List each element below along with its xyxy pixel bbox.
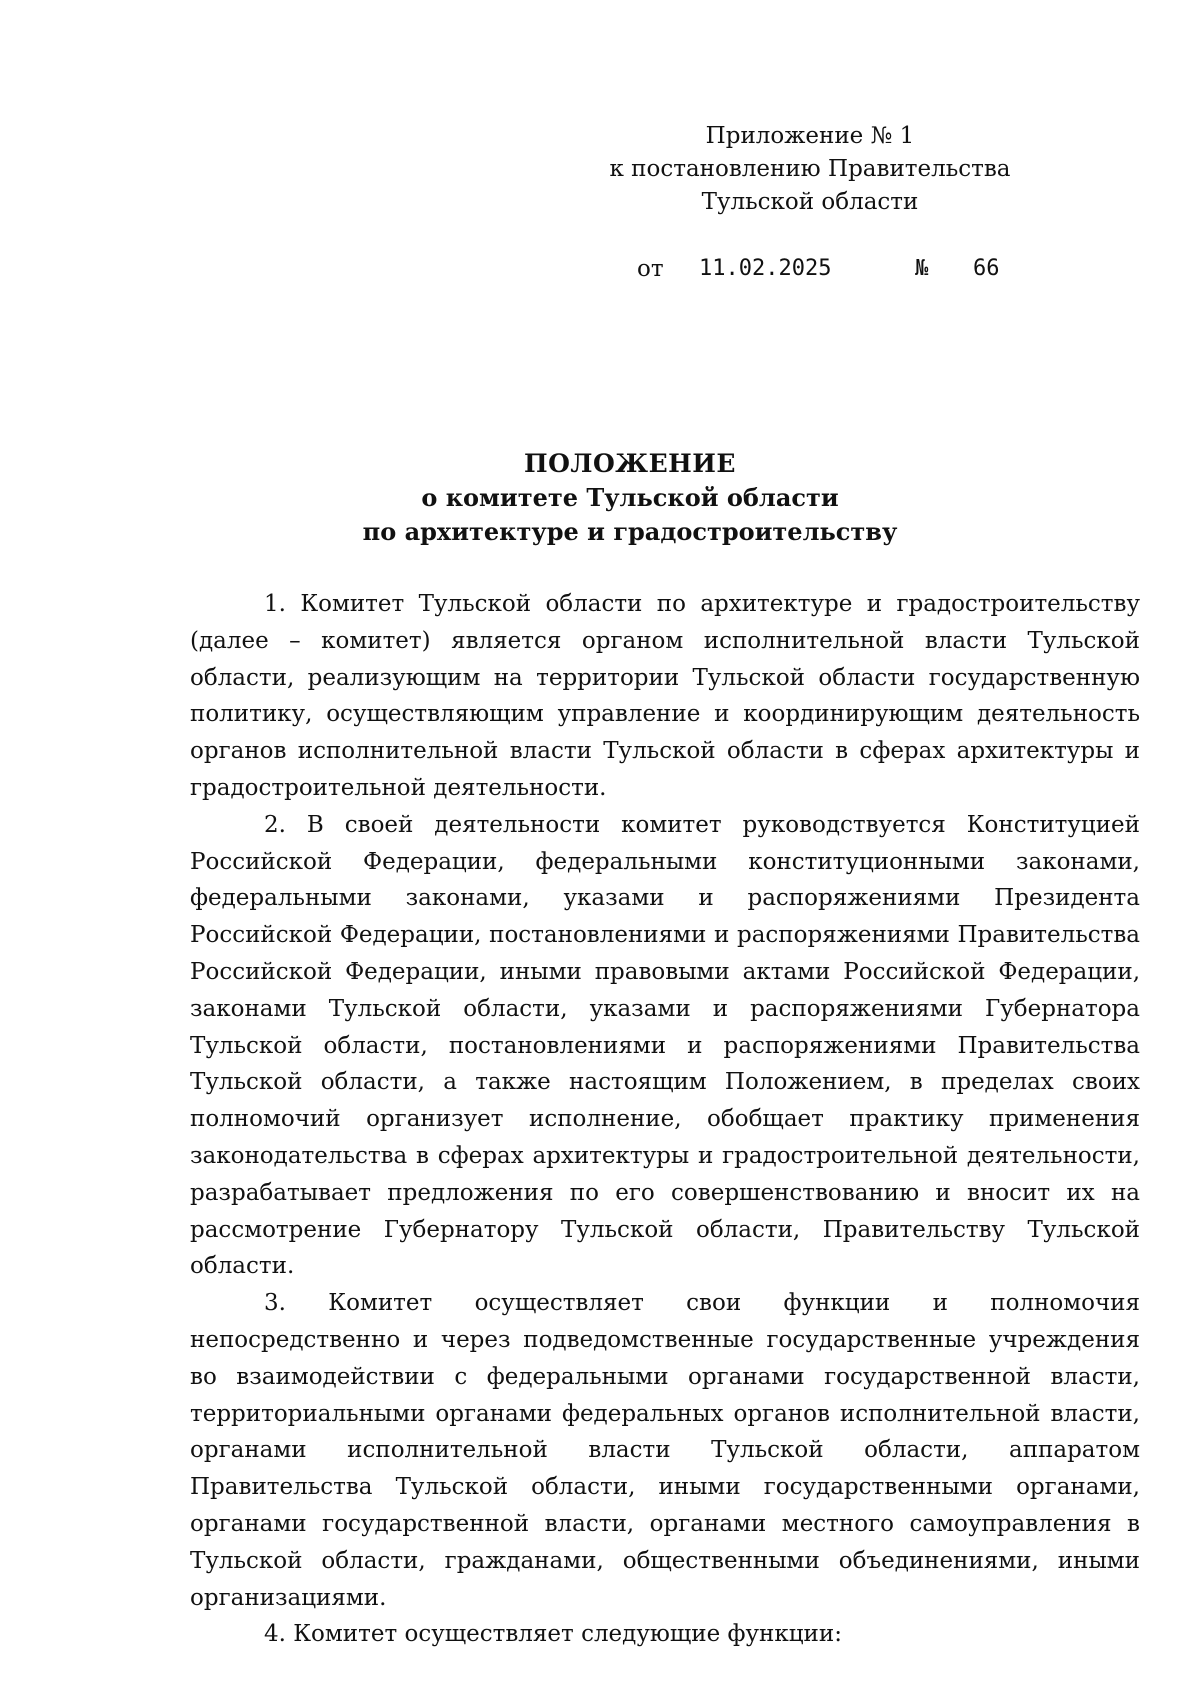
appendix-region: Тульской области [701,189,919,215]
title-line-3: по архитектуре и градостроительству [362,517,898,546]
paragraph-3: 3. Комитет осуществляет свои функции и полномочия непосредственно и через подведомственные государственные учреждения во взаимодействии с федеральными органами государственной власти, территориальными органами федеральных органов исполнительной власти, органами исполнительной власти Тульской области, аппаратом Правительства Тульской области, иными государственными органами, органами государственной власти, органами местного самоуправления в Тульской области, гражданами, общественными объединениями, иными организациями. [190,1290,1140,1611]
paragraph-2: 2. В своей деятельности комитет руководствуется Конституцией Российской Федерации, федеральными конституционными законами, федеральными законами, указами и распоряжениями Президента Российской Федерации, постановлениями и распоряжениями Правительства Российской Федерации, иными правовыми актами Российской Федерации, законами Тульской области, указами и распоряжениями Губернатора Тульской области, постановлениями и распоряжениями Правительства Тульской области, а также настоящим Положением, в пределах своих полномочий организует исполнение, обобщает практику применения законодательства в сферах архитектуры и градостроительной деятельности, разрабатывает предложения по его совершенствованию и вносит их на рассмотрение Губернатору Тульской области, Правительству Тульской области. [190,811,1140,1280]
decree-from-label: от [637,256,664,282]
decree-date: 11.02.2025 [699,256,832,281]
title-line-2: о комитете Тульской области [421,483,839,512]
document-body [190,586,1140,1653]
appendix-header [600,120,1020,219]
title-main: ПОЛОЖЕНИЕ [524,449,736,478]
decree-number: 66 [973,256,1000,281]
appendix-decree-ref: к постановлению Правительства [609,156,1011,182]
decree-number-label: № [915,256,929,281]
document-title [200,447,1060,549]
appendix-number: Приложение № 1 [705,123,915,149]
paragraph-4: 4. Комитет осуществляет следующие функции: [264,1621,842,1648]
paragraph-1: 1. Комитет Тульской области по архитектуре и градостроительству (далее – комитет) является органом исполнительной власти Тульской области, реализующим на территории Тульской области государственную политику, осуществляющим управление и координирующим деятельность органов исполнительной власти Тульской области в сферах архитектуры и градостроительной деятельности. [190,591,1140,801]
